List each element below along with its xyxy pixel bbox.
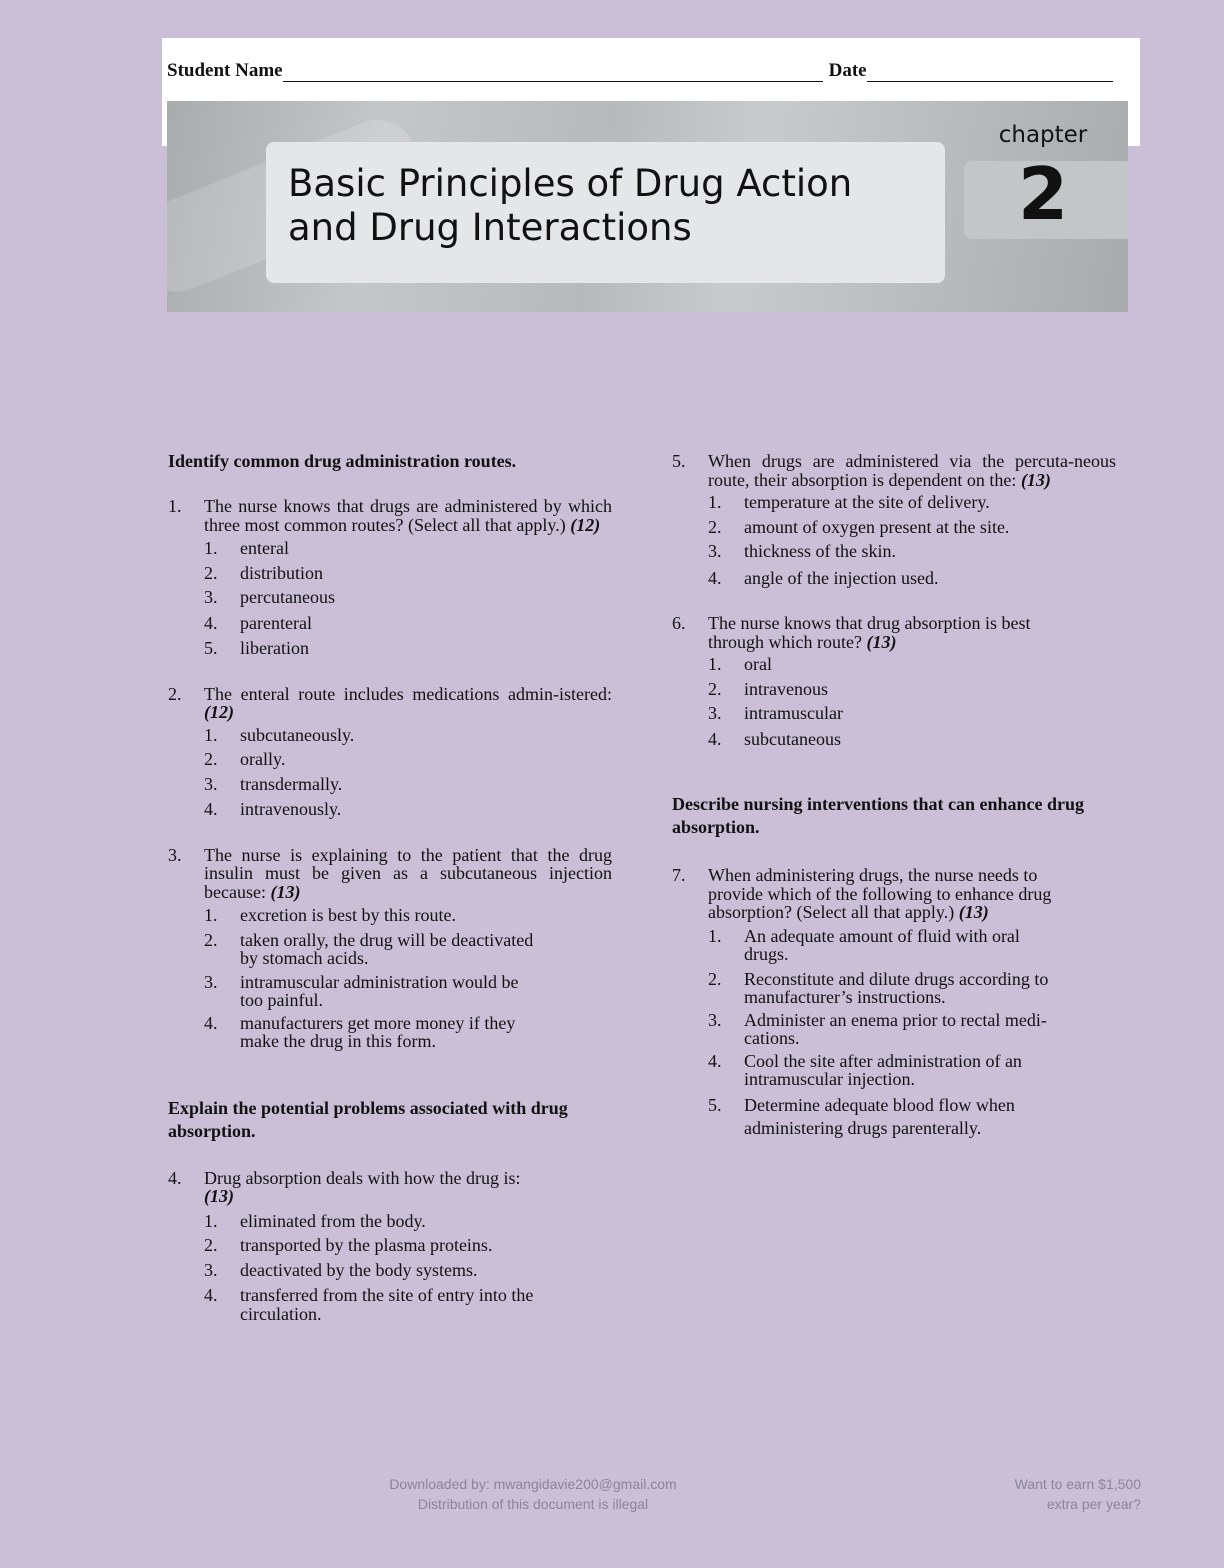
option-item: 2. amount of oxygen present at the site. (708, 516, 1010, 537)
section-heading: Explain the potential problems associated with drug absorption. (168, 1097, 568, 1141)
chapter-banner (167, 101, 1128, 312)
question-1 (168, 497, 612, 534)
chapter-title-line2: and Drug Interactions (288, 206, 692, 249)
chapter-title-line1: Basic Principles of Drug Action (288, 162, 853, 205)
question-text: Drug absorption deals with how the drug is: (204, 1167, 521, 1188)
option-item: 1. oral (708, 654, 772, 674)
question-text: The nurse knows that drugs are administered by which three most common routes? (Select all that apply.) (204, 496, 612, 535)
question-text: The nurse is explaining to the patient that the drug insulin must be given as a subcutaneous injection because: (204, 844, 612, 902)
question-text: When administering drugs, the nurse needs to provide which of the following to enhance drug absorption? (Select all that apply.) (708, 865, 1052, 922)
option-item: 3. intramuscular (708, 703, 843, 723)
download-notice (300, 1474, 766, 1514)
distribution-notice-text: Distribution of this document is illegal (417, 1496, 649, 1512)
question-number: 6. (672, 613, 686, 633)
option-item: 3. thickness of the skin. (708, 541, 896, 561)
promo-line1[interactable]: Want to earn $1,500 (1014, 1476, 1141, 1492)
option-item: 4. subcutaneous (708, 728, 841, 749)
option-item: 2. taken orally, the drug will be deactivated by stomach acids. (204, 929, 534, 968)
option-item: 1. eliminated from the body. (204, 1210, 426, 1231)
option-item: 2. orally. (204, 749, 286, 769)
question-text: The nurse knows that drug absorption is best through which route? (708, 613, 1031, 652)
left-column (168, 450, 612, 1323)
option-item: 4. transferred from the site of entry into the circulation. (204, 1285, 534, 1324)
question-number: 2. (168, 683, 182, 704)
date-label: Date (828, 60, 867, 81)
option-item: 3. transdermally. (204, 773, 343, 794)
question-7 (672, 866, 1116, 922)
student-name-label: Student Name (167, 60, 283, 81)
question-3 (168, 846, 612, 902)
chapter-title (288, 162, 933, 250)
option-item: 1. enteral (204, 538, 289, 558)
option-item: 4. Cool the site after administration of an intramuscular injection. (708, 1050, 1022, 1089)
page-citation: (12) (204, 702, 234, 722)
question-number: 4. (168, 1167, 182, 1188)
promo-line2[interactable]: extra per year? (1046, 1496, 1141, 1512)
question-5 (672, 452, 1116, 489)
page-citation: (12) (570, 514, 601, 535)
question-text: When drugs are administered via the percuta-neous route, their absorption is dependent on the: (708, 451, 1116, 490)
date-rule (867, 63, 1113, 82)
option-item: 5. Determine adequate blood flow when administering drugs parenterally. (708, 1094, 1015, 1138)
option-item: 1. subcutaneously. (204, 724, 355, 745)
section-heading: Describe nursing interventions that can enhance drug absorption. (672, 794, 1085, 837)
downloaded-by-text: Downloaded by: mwangidavie200@gmail.com (389, 1476, 677, 1492)
option-item: 2. Reconstitute and dilute drugs according to manufacturer’s instructions. (708, 968, 1049, 1007)
chapter-label: chapter (998, 122, 1088, 148)
option-item: 1. temperature at the site of delivery. (708, 492, 990, 512)
question-4 (168, 1169, 612, 1206)
page-citation: (13) (866, 631, 897, 652)
page-citation: (13) (1020, 469, 1051, 490)
question-6 (672, 614, 1116, 651)
option-item: 2. intravenous (708, 678, 828, 699)
section-heading: Identify common drug administration routes. (168, 451, 517, 471)
option-item: 3. deactivated by the body systems. (204, 1259, 478, 1280)
option-item: 3. Administer an enema prior to rectal medi-cations. (708, 1009, 1047, 1048)
right-column (672, 452, 1116, 1140)
chapter-title-box (266, 142, 945, 283)
option-item: 1. excretion is best by this route. (204, 905, 456, 925)
option-item: 4. parenteral (204, 612, 312, 633)
option-item: 5. liberation (204, 638, 309, 658)
option-item: 2. distribution (204, 562, 324, 583)
question-number: 5. (672, 451, 686, 471)
student-name-rule (283, 63, 823, 82)
page-citation: (13) (270, 881, 301, 902)
question-number: 7. (672, 865, 686, 885)
option-item: 4. manufacturers get more money if they make the drug in this form. (204, 1012, 516, 1051)
question-number: 1. (168, 496, 182, 516)
chapter-number: 2 (1017, 152, 1069, 236)
promo-link[interactable] (900, 1474, 1141, 1514)
page-citation: (13) (204, 1186, 234, 1206)
name-date-line (167, 58, 1133, 82)
option-item: 1. An adequate amount of fluid with oral drugs. (708, 925, 1020, 964)
option-item: 2. transported by the plasma proteins. (204, 1235, 493, 1255)
page-citation: (13) (958, 902, 989, 922)
question-number: 3. (168, 844, 182, 865)
option-item: 3. percutaneous (204, 587, 335, 607)
option-item: 4. angle of the injection used. (708, 567, 939, 588)
question-text: The enteral route includes medications admin-istered: (204, 683, 612, 704)
option-item: 4. intravenously. (204, 799, 342, 819)
option-item: 3. intramuscular administration would be too painful. (204, 971, 519, 1010)
question-2 (168, 685, 612, 722)
